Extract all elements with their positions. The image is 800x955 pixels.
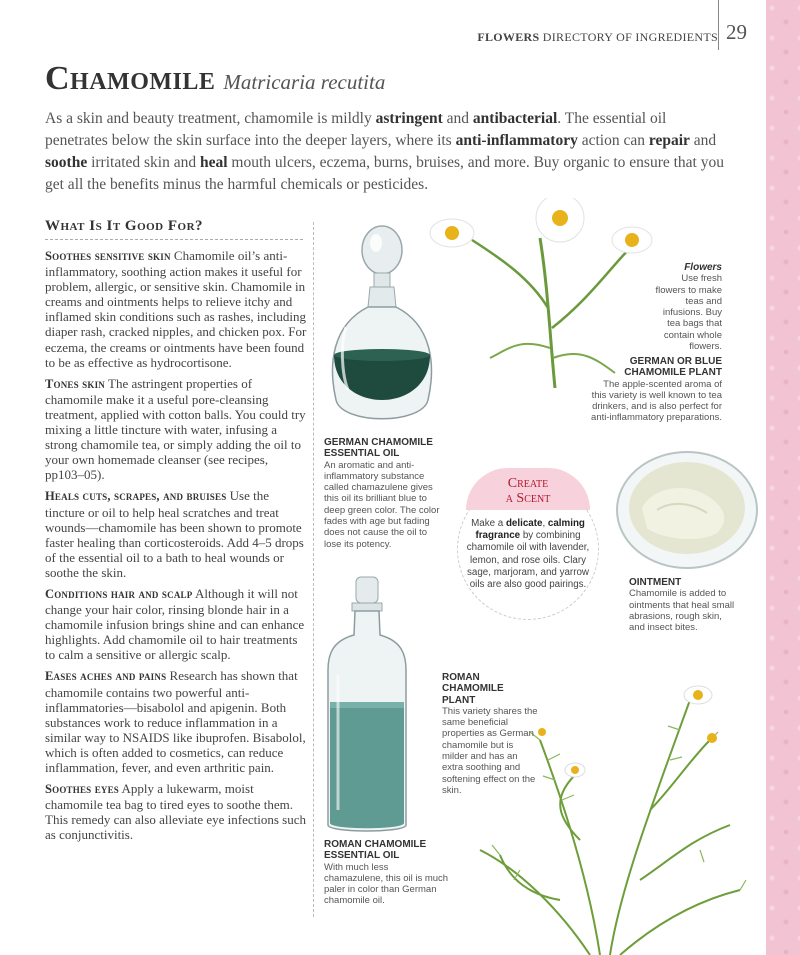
- header-section: FLOWERS: [477, 30, 540, 44]
- caption-roman-oil: ROMAN CHAMOMILE ESSENTIAL OIL With much less chamazulene, this oil is much paler in color than German chamomile oil.: [324, 839, 449, 907]
- caption-ointment: OINTMENT Chamomile is added to ointments that heal small abrasions, rough skin, and insect bites.: [629, 577, 735, 634]
- intro-paragraph: As a skin and beauty treatment, chamomile is mildly astringent and antibacterial. The essential oil penetrates below the skin surface into the deeper layers, where its anti-inflammatory action can repair and soothe irritated skin and heal mouth ulcers, eczema, burns, bruises, and more. Buy organic to ensure that you get all the benefits minus the harmful chemicals or pesticides.: [45, 110, 724, 193]
- list-item: Soothes sensitive skin Chamomile oil’s anti-inflammatory, soothing action makes it useful for problem, allergic, or sensitive skin. Chamomile in creams and ointments helps to relieve itchy and inflamed skin conditions such as rashes, including diaper rash, cracked nipples, and chicken pox. For eczema, the creams or ointments have been found to be as effective as hydrocortisone.: [45, 248, 307, 370]
- roman-oil-bottle-icon: [322, 575, 412, 840]
- good-for-list: [45, 248, 307, 848]
- callout-text: Make a delicate, calming fragrance by combining chamomile oil with lavender, lemon, and rose oils. Clary sage, marjoram, and yarrow oils are also good pairings.: [466, 518, 590, 591]
- page-title: [45, 60, 385, 98]
- list-item: Soothes eyes Apply a lukewarm, moist chamomile tea bag to tired eyes to soothe them. This remedy can also alleviate eye infections such as conjunctivitis.: [45, 781, 306, 843]
- create-scent-callout: [457, 468, 599, 623]
- list-item: Eases aches and pains Research has shown that chamomile contains two powerful anti-inflammatories—bisabolol and apigenin. Both substances work to reduce inflammation in a similar way to NSAIDS like ibuprofen. Bisabolol, which is often added to cosmetics, can reduce inflammation, fever, and even arthritic pain.: [45, 668, 306, 775]
- header-subtitle: DIRECTORY OF INGREDIENTS: [542, 30, 718, 44]
- caption-roman-plant: ROMAN CHAMOMILE PLANT This variety shares the same beneficial properties as German chamomile but is milder and has an extra soothing and softening effect on the skin.: [442, 672, 538, 796]
- caption-german-oil: GERMAN CHAMOMILE ESSENTIAL OIL An aromatic and anti-inflammatory substance called chamazulene gives this oil its brilliant blue to deep green color. The color fades with age but fading does not cause the oil to lose its potency.: [324, 437, 440, 550]
- title-main: Chamomile: [45, 60, 216, 97]
- list-item: Conditions hair and scalp Although it will not change your hair color, rinsing blonde hair in a chamomile infusion brings shine and can enhance highlights. Add chamomile oil to hair treatments to calm a sensitive or allergic scalp.: [45, 585, 305, 663]
- ointment-dish-icon: [612, 448, 762, 578]
- column-divider: [313, 222, 314, 917]
- header-rule: [718, 0, 719, 50]
- callout-title: Create a Scent: [505, 476, 551, 506]
- title-latin: Matricaria recutita: [223, 70, 386, 94]
- list-item: Tones skin The astringent properties of chamomile make it a useful pore-cleansing treatment, applied with cotton balls. You could try mixing a little tincture with water, infusing a strong chamomile tea, or simply adding the oil to your own homemade cleanser (see recipes, pp103–05).: [45, 375, 306, 483]
- pink-edge-strip: [766, 0, 800, 955]
- list-item: Heals cuts, scrapes, and bruises Use the tincture or oil to help heal scratches and treat wounds—chamomile has been shown to promote faster healing than corticosteroids. Add 4–5 drops of the essential oil to a bath to heal wounds or soothe the skin.: [45, 488, 304, 580]
- good-for-heading: What Is It Good For?: [45, 218, 303, 240]
- running-header: [477, 30, 718, 45]
- page-number: 29: [726, 20, 747, 44]
- caption-german-plant: GERMAN OR BLUE CHAMOMILE PLANT The apple-scented aroma of this variety is well known to tea drinkers, and is also perfect for anti-inflammatory preparations.: [591, 356, 722, 424]
- caption-flowers: Flowers Use fresh flowers to make teas and infusions. Buy tea bags that contain whole flowers.: [655, 262, 722, 353]
